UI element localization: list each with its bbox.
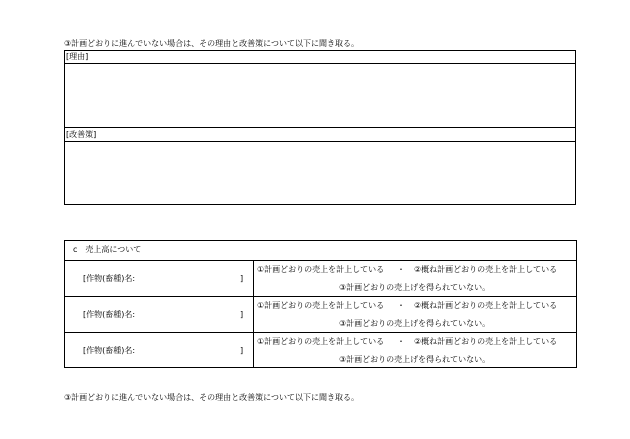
option-on-plan[interactable]: ①計画どおりの売上を計上している <box>257 265 385 274</box>
sales-header: c 売上高について <box>73 245 142 254</box>
option-mostly-on-plan[interactable]: ②概ね計画どおりの売上を計上している <box>414 337 558 346</box>
improvement-label: [改善策] <box>66 130 97 139</box>
option-not-achieved[interactable]: ③計画どおりの売上げを得られていない。 <box>339 355 491 364</box>
option-mostly-on-plan[interactable]: ②概ね計画どおりの売上を計上している <box>414 301 558 310</box>
option-mostly-on-plan[interactable]: ②概ね計画どおりの売上を計上している <box>414 265 558 274</box>
reason-bottom-divider <box>64 127 576 128</box>
sales-column-divider <box>253 260 254 368</box>
option-on-plan[interactable]: ①計画どおりの売上を計上している <box>257 301 385 310</box>
crop-bracket-close: ] <box>240 310 244 319</box>
option-not-achieved[interactable]: ③計画どおりの売上げを得られていない。 <box>339 319 491 328</box>
bottom-instruction: ③計画どおりに進んでいない場合は、その理由と改善策について以下に聞き取る。 <box>64 393 360 402</box>
reason-input-area[interactable] <box>65 64 575 127</box>
top-instruction: ③計画どおりに進んでいない場合は、その理由と改善策について以下に聞き取る。 <box>64 39 360 48</box>
crop-bracket-close: ] <box>240 274 244 283</box>
crop-label: [作物(畜種)名: <box>83 346 136 355</box>
improvement-input-area[interactable] <box>65 142 575 204</box>
sales-row-divider-1 <box>64 296 577 297</box>
crop-bracket-close: ] <box>240 346 244 355</box>
option-separator: ・ <box>397 337 405 346</box>
sales-row-divider-2 <box>64 332 577 333</box>
option-separator: ・ <box>397 301 405 310</box>
option-not-achieved[interactable]: ③計画どおりの売上げを得られていない。 <box>339 283 491 292</box>
sales-header-divider <box>64 260 577 261</box>
crop-label: [作物(畜種)名: <box>83 274 136 283</box>
reason-label: [理由] <box>66 52 89 61</box>
option-separator: ・ <box>397 265 405 274</box>
crop-label: [作物(畜種)名: <box>83 310 136 319</box>
option-on-plan[interactable]: ①計画どおりの売上を計上している <box>257 337 385 346</box>
